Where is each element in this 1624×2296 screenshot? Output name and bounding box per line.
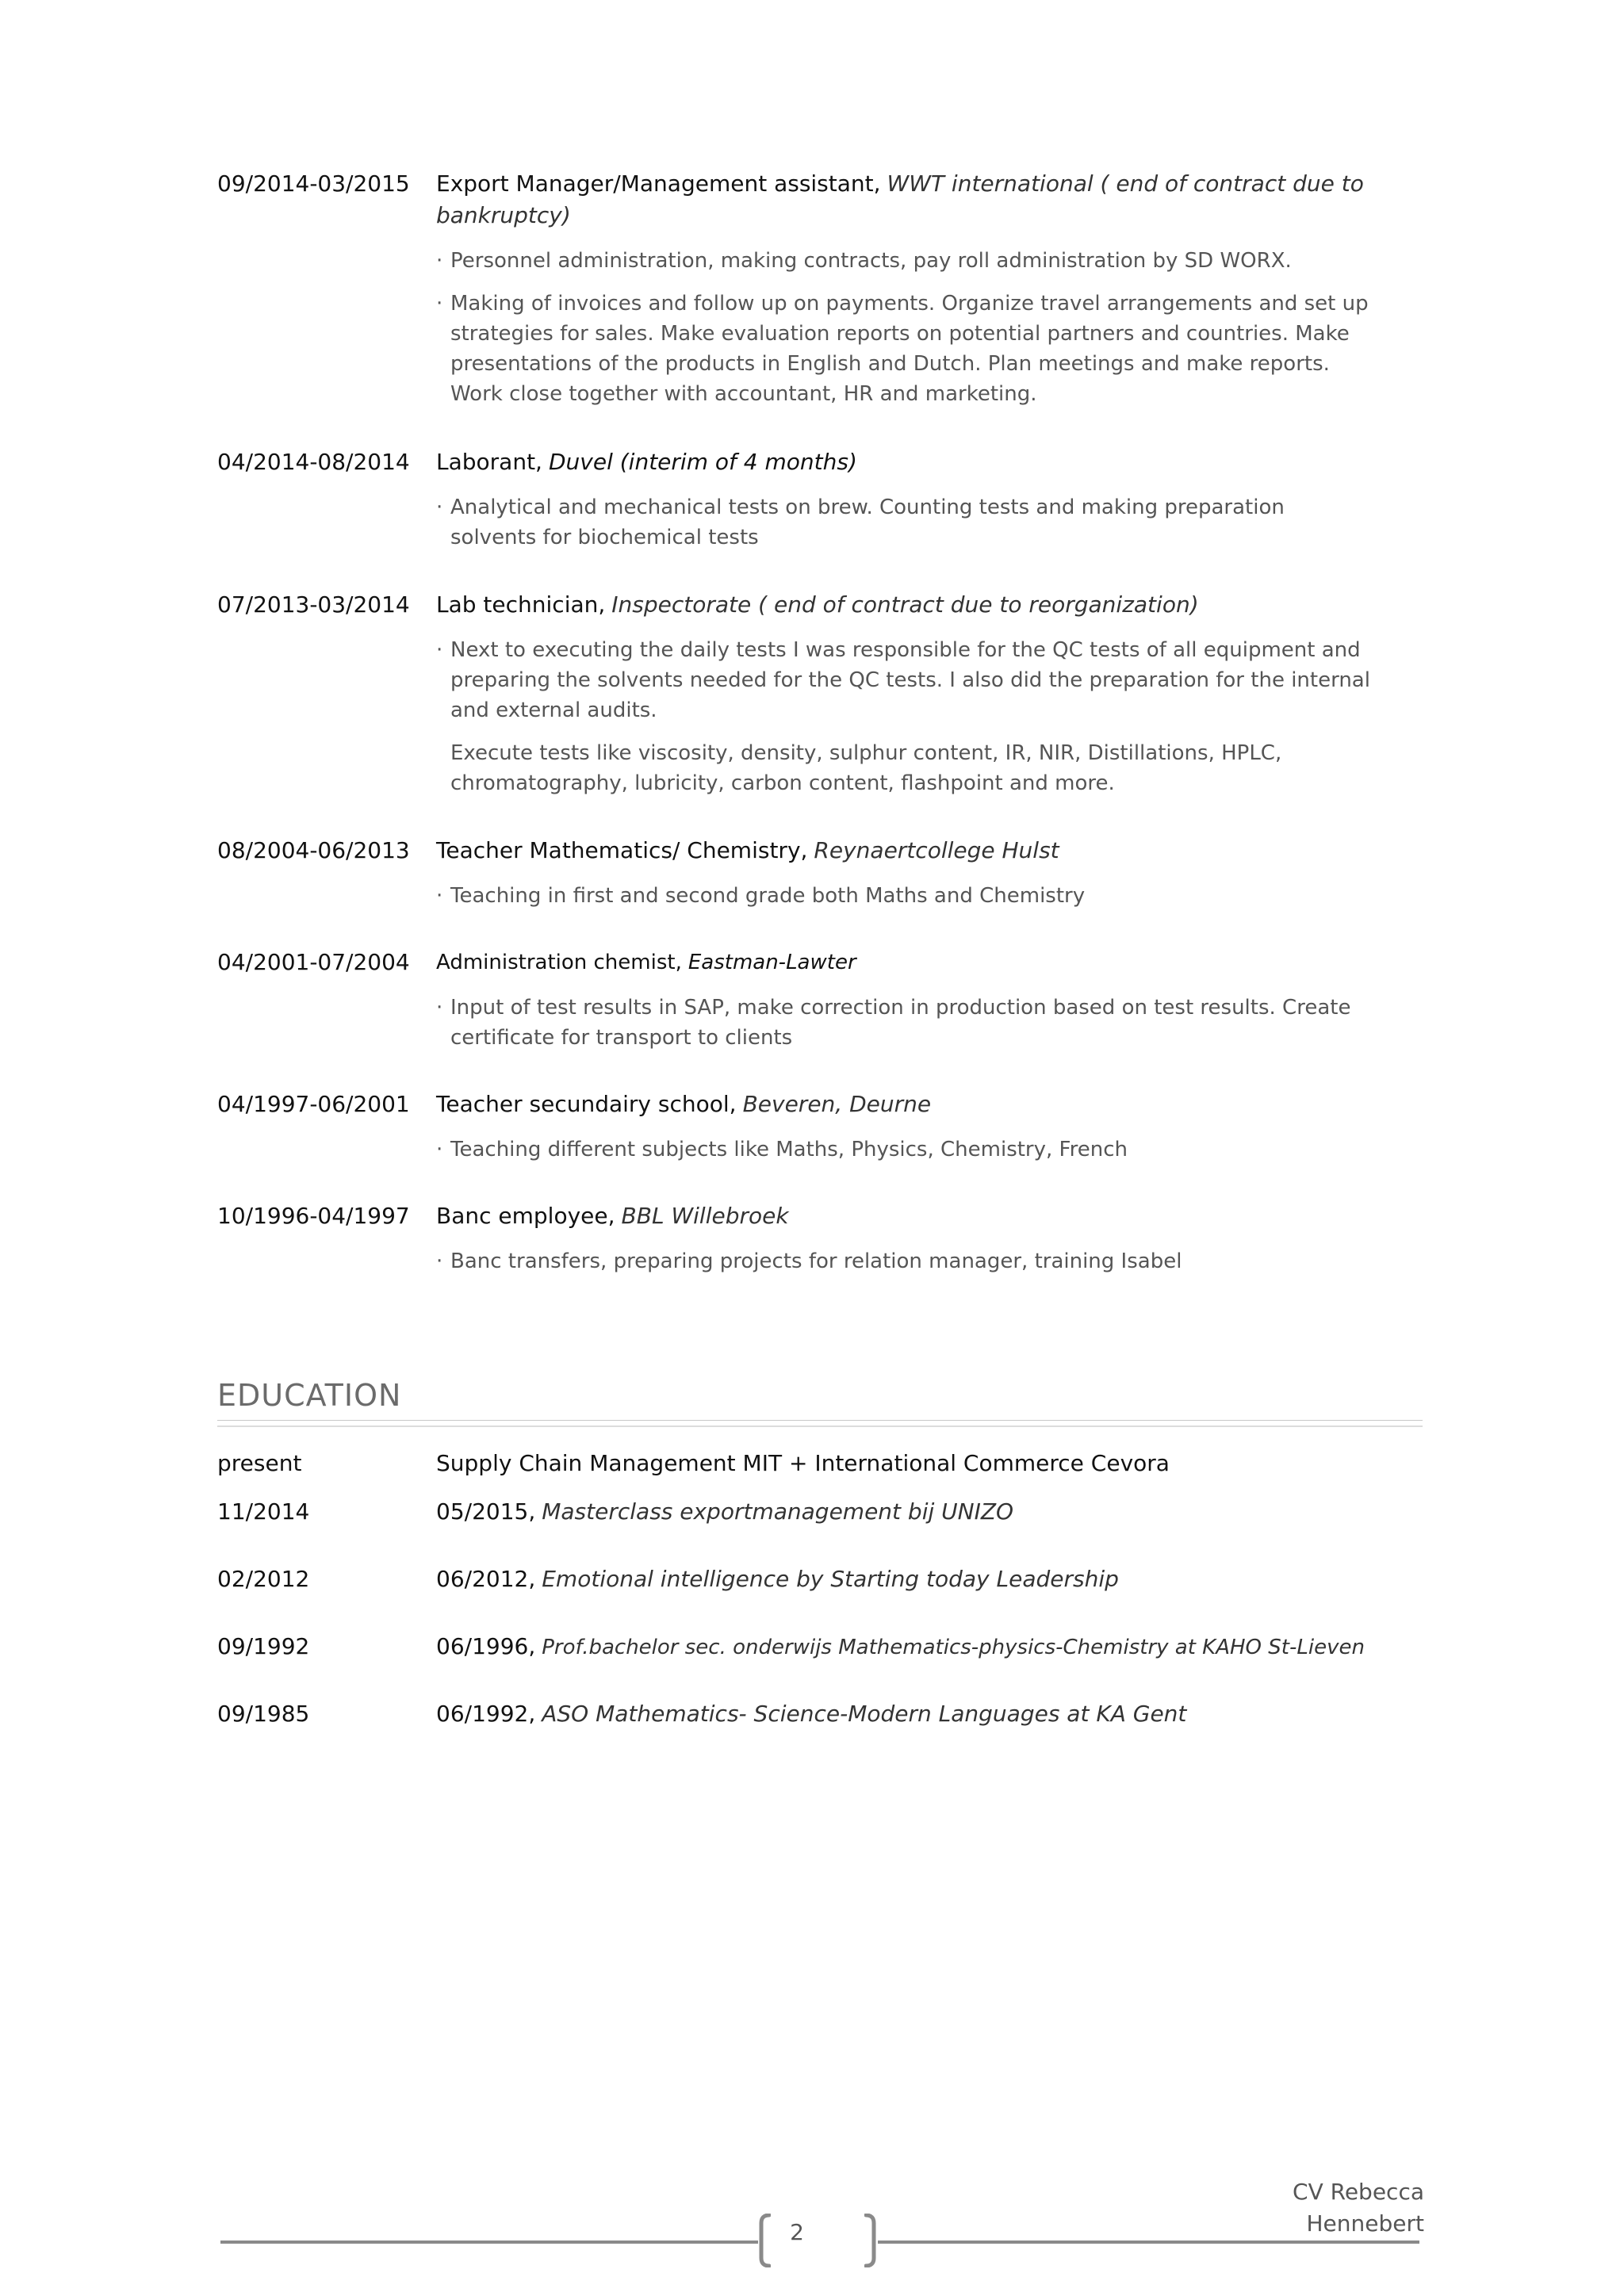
education-date: 02/2012 [217, 1566, 310, 1592]
bullet-text: Teaching different subjects like Maths, Physics, Chemistry, French [450, 1138, 1128, 1161]
entry-date: 08/2004-06/2013 [217, 837, 410, 863]
bullet-icon: · [436, 249, 443, 273]
entry-bullet [436, 1135, 1372, 1165]
entry-title [436, 589, 1372, 621]
education-body [436, 1448, 1372, 1479]
entry-body [436, 1200, 1372, 1276]
job-title: Administration chemist, [436, 951, 682, 974]
footer-rule-left [220, 2241, 758, 2244]
entry-date: 04/2014-08/2014 [217, 449, 410, 475]
job-title: Laborant, [436, 449, 542, 475]
employer: Inspectorate ( end of contract due to reorganization) [611, 591, 1199, 618]
entry-title [436, 168, 1372, 232]
bullet-text: Making of invoices and follow up on payments. Organize travel arrangements and set up strategies for sales. Make evaluation reports on potential partners and countries. Make presentations of the products in English and Dutch. Plan meetings and make reports. Work close together with accountant, HR and marketing. [450, 292, 1369, 406]
entry-bullet [436, 881, 1372, 911]
job-title: Export Manager/Management assistant, [436, 170, 881, 197]
education-date: 09/1985 [217, 1701, 310, 1727]
bullet-text: Input of test results in SAP, make correction in production based on test results. Create certificate for transport to clients [450, 996, 1351, 1050]
education-date: present [217, 1450, 302, 1476]
entry-title [436, 446, 1372, 478]
entry-bullet [436, 246, 1372, 276]
bullet-icon: · [436, 884, 443, 908]
course-name: ASO Mathematics- Science-Modern Languages at KA Gent [542, 1701, 1187, 1727]
employer: BBL Willebroek [621, 1203, 789, 1229]
entry-date: 07/2013-03/2014 [217, 591, 410, 618]
entry-title [436, 835, 1372, 867]
course-name: Emotional intelligence by Starting today Leadership [542, 1566, 1119, 1592]
entry-body [436, 168, 1372, 409]
entry-bullet [436, 289, 1372, 409]
entry-body [436, 446, 1372, 553]
entry-title [436, 947, 1372, 978]
bullet-text: Personnel administration, making contracts, pay roll administration by SD WORX. [450, 249, 1292, 273]
end-date: 06/2012, [436, 1566, 536, 1592]
section-divider [217, 1420, 1423, 1421]
entry-body [436, 835, 1372, 911]
entry-date: 09/2014-03/2015 [217, 170, 410, 197]
education-body [436, 1631, 1372, 1663]
bullet-text: Banc transfers, preparing projects for relation manager, training Isabel [450, 1249, 1182, 1273]
entry-bullet [436, 635, 1372, 725]
education-title [436, 1631, 1372, 1663]
entry-title [436, 1089, 1372, 1120]
footer-document-name: CV Rebecca Hennebert [1293, 2179, 1424, 2237]
bullet-text: Analytical and mechanical tests on brew. Counting tests and making preparation solvents for biochemical tests [450, 496, 1285, 549]
end-date: 06/1996, [436, 1633, 536, 1659]
employer: Duvel (interim of 4 months) [548, 449, 857, 475]
entry-title [436, 1200, 1372, 1232]
entry-date: 10/1996-04/1997 [217, 1203, 410, 1229]
entry-bullet [436, 1246, 1372, 1276]
end-date: 06/1992, [436, 1701, 536, 1727]
education-heading: EDUCATION [217, 1378, 402, 1413]
job-title: Teacher Mathematics/ Chemistry, [436, 837, 808, 863]
bullet-icon: · [436, 1138, 443, 1161]
course-name: Prof.bachelor sec. onderwijs Mathematics-physics-Chemistry at KAHO St-Lieven [542, 1636, 1365, 1659]
entry-body [436, 1089, 1372, 1165]
education-title [436, 1698, 1372, 1730]
entry-bullet [436, 993, 1372, 1053]
entry-body [436, 947, 1372, 1053]
education-title [436, 1496, 1372, 1528]
left-bracket-icon [756, 2214, 771, 2267]
bullet-icon: · [436, 1249, 443, 1273]
entry-bullet [436, 492, 1372, 553]
bullet-icon: · [436, 496, 443, 519]
education-body [436, 1496, 1372, 1528]
employer: Reynaertcollege Hulst [814, 837, 1059, 863]
bullet-icon: · [436, 292, 443, 316]
end-date: 05/2015, [436, 1498, 536, 1525]
entry-date: 04/2001-07/2004 [217, 949, 410, 975]
entry-paragraph [436, 738, 1372, 798]
employer: Beveren, Deurne [742, 1091, 932, 1117]
job-title: Banc employee, [436, 1203, 615, 1229]
education-title: Supply Chain Management MIT + International Commerce Cevora [436, 1450, 1170, 1476]
job-title: Lab technician, [436, 591, 606, 618]
education-title [436, 1563, 1372, 1595]
education-body [436, 1563, 1372, 1595]
education-date: 11/2014 [217, 1498, 310, 1525]
paragraph-text: Execute tests like viscosity, density, sulphur content, IR, NIR, Distillations, HPLC, chromatography, lubricity, carbon content, flashpoint and more. [450, 741, 1282, 795]
entry-date: 04/1997-06/2001 [217, 1091, 410, 1117]
bullet-icon: · [436, 638, 443, 662]
footer-rule-right [878, 2241, 1419, 2244]
job-title: Teacher secundairy school, [436, 1091, 737, 1117]
entry-body [436, 589, 1372, 798]
education-date: 09/1992 [217, 1633, 310, 1659]
course-name: Masterclass exportmanagement bij UNIZO [542, 1498, 1014, 1525]
page-number: 2 [790, 2219, 804, 2245]
section-divider [217, 1425, 1423, 1427]
employer: Eastman-Lawter [688, 951, 856, 974]
right-bracket-icon [864, 2214, 879, 2267]
bullet-text: Next to executing the daily tests I was responsible for the QC tests of all equipment and preparing the solvents needed for the QC tests. I also did the preparation for the internal and external audits. [450, 638, 1370, 722]
bullet-icon: · [436, 996, 443, 1020]
employer: WWT international ( end of contract due to bankruptcy) [436, 170, 1364, 228]
bullet-text: Teaching in first and second grade both Maths and Chemistry [450, 884, 1086, 908]
education-body [436, 1698, 1372, 1730]
